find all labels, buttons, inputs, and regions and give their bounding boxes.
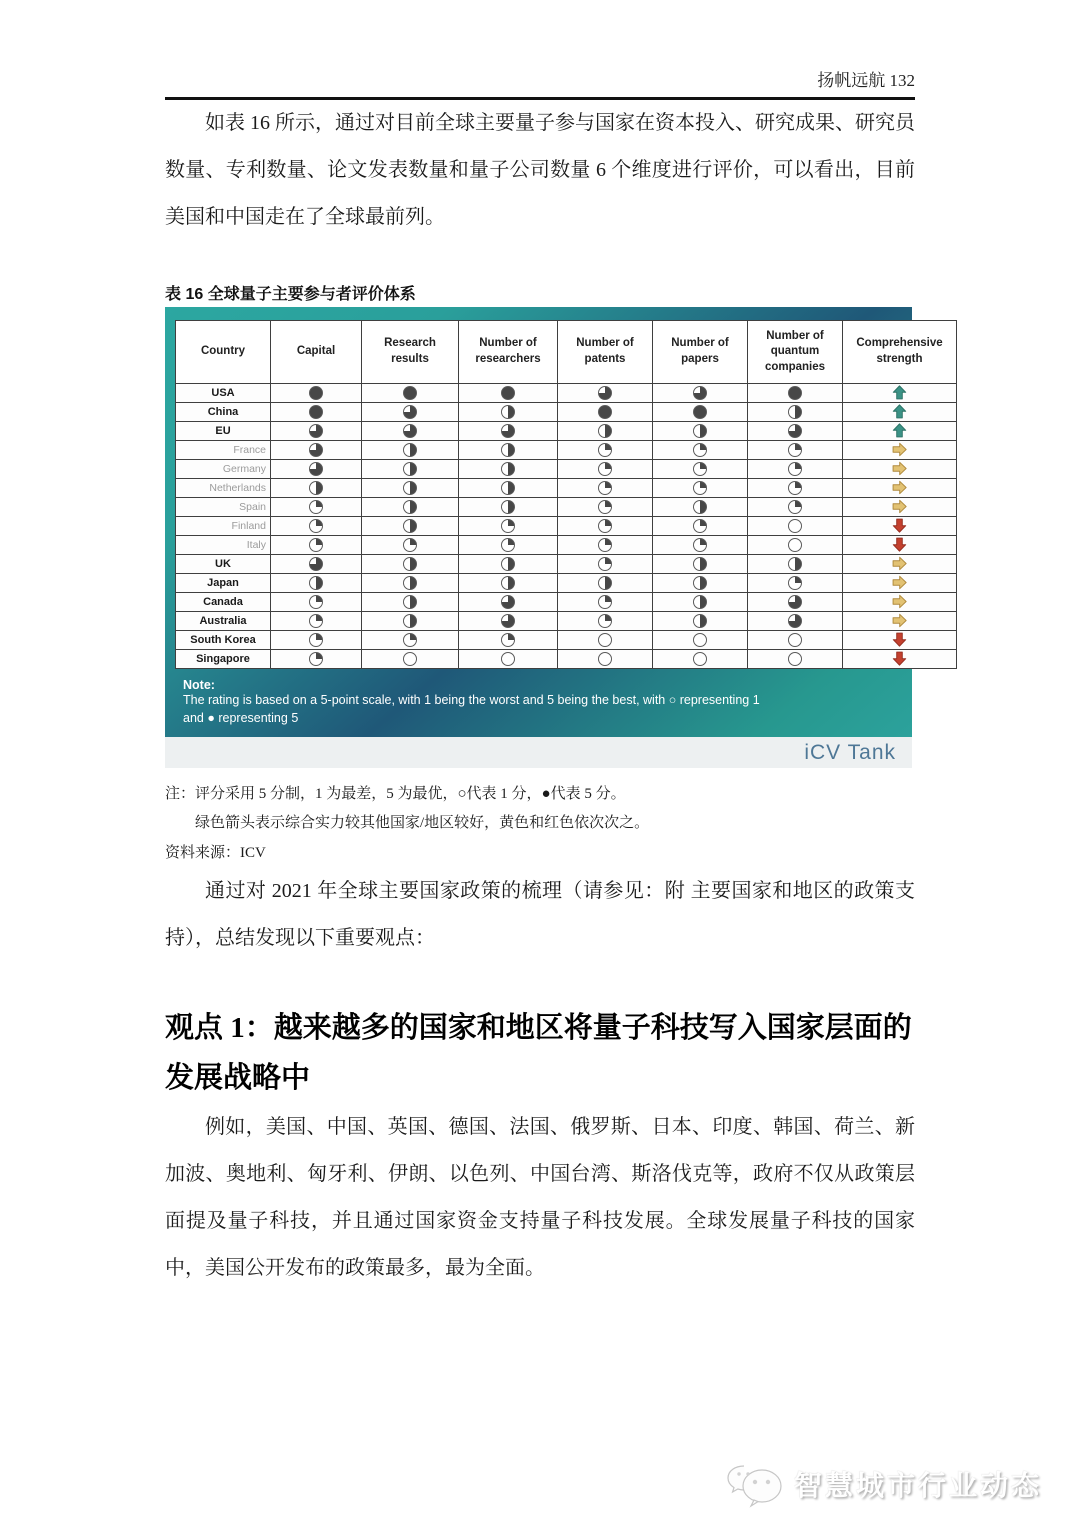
rating-pie-icon [309, 443, 323, 457]
table-row [176, 384, 957, 403]
example-paragraph: 例如，美国、中国、英国、德国、法国、俄罗斯、日本、印度、韩国、荷兰、新加波、奥地利、匈牙利、伊朗、以色列、中国台湾、斯洛伐克等，政府不仅从政策层面提及量子科技，并且通过国家资金支持量子科技发展。全球发展量子科技的国家中，美国公开发布的政策最多，最为全面。 [165, 1115, 915, 1279]
rating-cell [362, 593, 459, 612]
rating-pie-icon [403, 652, 417, 666]
rating-pie-icon [788, 462, 802, 476]
intro-paragraph: 如表 16 所示，通过对目前全球主要量子参与国家在资本投入、研究成果、研究员数量、专利数量、论文发表数量和量子公司数量 6 个维度进行评价，可以看出，目前美国和中国走在了全球最前列。 [165, 112, 915, 228]
country-cell: Canada [176, 593, 271, 612]
rating-cell [653, 517, 748, 536]
table-row [176, 536, 957, 555]
rating-pie-icon [693, 652, 707, 666]
rating-cell [271, 460, 362, 479]
rating-cell [271, 384, 362, 403]
rating-cell [271, 612, 362, 631]
strength-cell [843, 517, 957, 536]
footnotes [165, 780, 915, 868]
page-header [165, 0, 915, 91]
rating-pie-icon [598, 538, 612, 552]
rating-cell [748, 593, 843, 612]
rating-pie-icon [598, 576, 612, 590]
rating-pie-icon [309, 481, 323, 495]
rating-table-graphic [165, 307, 943, 768]
rating-pie-icon [788, 557, 802, 571]
rating-pie-icon [598, 633, 612, 647]
rating-cell [459, 650, 558, 669]
rating-cell [558, 631, 653, 650]
rating-pie-icon [309, 557, 323, 571]
rating-pie-icon [309, 652, 323, 666]
rating-pie-icon [788, 519, 802, 533]
rating-cell [748, 441, 843, 460]
country-cell: Singapore [176, 650, 271, 669]
rating-cell [653, 479, 748, 498]
country-cell: EU [176, 422, 271, 441]
wechat-icon [724, 1460, 786, 1508]
country-cell: Germany [176, 460, 271, 479]
rating-cell [271, 517, 362, 536]
country-cell: USA [176, 384, 271, 403]
rating-pie-icon [693, 443, 707, 457]
rating-cell [271, 536, 362, 555]
column-header: Research results [362, 321, 459, 384]
rating-pie-icon [501, 595, 515, 609]
rating-cell [459, 593, 558, 612]
rating-pie-icon [501, 633, 515, 647]
rating-cell [271, 555, 362, 574]
rating-cell [459, 441, 558, 460]
rating-cell [748, 536, 843, 555]
rating-pie-icon [598, 424, 612, 438]
rating-cell [459, 517, 558, 536]
rating-pie-icon [598, 443, 612, 457]
strength-arrow-up-icon [892, 423, 907, 438]
rating-cell [558, 384, 653, 403]
strength-arrow-right-icon [892, 556, 907, 571]
strength-cell [843, 403, 957, 422]
rating-cell [653, 574, 748, 593]
table-row [176, 441, 957, 460]
rating-cell [653, 612, 748, 631]
rating-cell [558, 593, 653, 612]
rating-pie-icon [309, 538, 323, 552]
rating-cell [362, 517, 459, 536]
column-header: Country [176, 321, 271, 384]
footnote-source: 资料来源：ICV [165, 844, 266, 861]
rating-cell [748, 612, 843, 631]
rating-pie-icon [403, 500, 417, 514]
rating-pie-icon [403, 405, 417, 419]
rating-pie-icon [309, 614, 323, 628]
strength-cell [843, 631, 957, 650]
rating-cell [271, 441, 362, 460]
rating-pie-icon [788, 443, 802, 457]
rating-pie-icon [309, 519, 323, 533]
rating-cell [362, 460, 459, 479]
strength-cell [843, 384, 957, 403]
rating-cell [558, 479, 653, 498]
rating-pie-icon [693, 500, 707, 514]
rating-cell [459, 555, 558, 574]
rating-cell [558, 422, 653, 441]
watermark-text: 智慧城市行业动态 [793, 1470, 1042, 1501]
table-row [176, 555, 957, 574]
rating-cell [748, 555, 843, 574]
rating-pie-icon [403, 424, 417, 438]
rating-cell [558, 517, 653, 536]
rating-cell [748, 498, 843, 517]
rating-pie-icon [693, 462, 707, 476]
table-row [176, 479, 957, 498]
rating-cell [748, 479, 843, 498]
column-header: Number of researchers [459, 321, 558, 384]
rating-pie-icon [403, 519, 417, 533]
footnote-scale: 注：评分采用 5 分制，1 为最差，5 为最优，○代表 1 分，●代表 5 分。 [165, 786, 626, 802]
rating-pie-icon [693, 405, 707, 419]
rating-cell [362, 574, 459, 593]
table-note [165, 669, 912, 737]
rating-cell [459, 422, 558, 441]
rating-pie-icon [309, 386, 323, 400]
table-caption: 表 16 全球量子主要参与者评价体系 [165, 286, 416, 303]
rating-pie-icon [309, 405, 323, 419]
rating-cell [362, 498, 459, 517]
rating-cell [558, 441, 653, 460]
rating-pie-icon [788, 424, 802, 438]
note-body: The rating is based on a 5-point scale, with 1 being the worst and 5 being the best, with ○ representing 1 and ● representing 5 [183, 693, 760, 725]
rating-pie-icon [788, 652, 802, 666]
column-header: Number of quantum companies [748, 321, 843, 384]
country-cell: UK [176, 555, 271, 574]
rating-pie-icon [598, 614, 612, 628]
rating-cell [362, 384, 459, 403]
policy-paragraph: 通过对 2021 年全球主要国家政策的梳理（请参见：附 主要国家和地区的政策支持），总结发现以下重要观点： [165, 879, 915, 949]
rating-cell [558, 574, 653, 593]
rating-cell [558, 498, 653, 517]
footnote-arrows: 绿色箭头表示综合实力较其他国家/地区较好，黄色和红色依次次之。 [195, 815, 650, 832]
rating-cell [748, 403, 843, 422]
rating-pie-icon [501, 405, 515, 419]
strength-arrow-right-icon [892, 499, 907, 514]
country-cell: Australia [176, 612, 271, 631]
strength-arrow-right-icon [892, 575, 907, 590]
rating-pie-icon [501, 614, 515, 628]
rating-pie-icon [403, 614, 417, 628]
column-header: Number of patents [558, 321, 653, 384]
strength-arrow-right-icon [892, 594, 907, 609]
rating-pie-icon [403, 576, 417, 590]
rating-cell [362, 403, 459, 422]
rating-cell [362, 631, 459, 650]
table-row [176, 574, 957, 593]
strength-cell [843, 593, 957, 612]
rating-pie-icon [788, 500, 802, 514]
rating-pie-icon [501, 538, 515, 552]
note-title: Note: [183, 678, 215, 692]
country-cell: China [176, 403, 271, 422]
rating-pie-icon [501, 500, 515, 514]
rating-cell [558, 555, 653, 574]
rating-cell [653, 460, 748, 479]
strength-cell [843, 479, 957, 498]
rating-pie-icon [788, 614, 802, 628]
rating-pie-icon [501, 652, 515, 666]
rating-pie-icon [309, 462, 323, 476]
rating-cell [271, 631, 362, 650]
country-cell: France [176, 441, 271, 460]
rating-pie-icon [598, 652, 612, 666]
rating-cell [653, 441, 748, 460]
rating-pie-icon [693, 614, 707, 628]
rating-pie-icon [693, 424, 707, 438]
strength-cell [843, 536, 957, 555]
country-cell: Finland [176, 517, 271, 536]
rating-cell [271, 574, 362, 593]
rating-pie-icon [309, 500, 323, 514]
rating-cell [271, 498, 362, 517]
table-row [176, 498, 957, 517]
rating-pie-icon [501, 519, 515, 533]
table-row [176, 631, 957, 650]
rating-cell [362, 612, 459, 631]
rating-cell [362, 650, 459, 669]
rating-cell [362, 422, 459, 441]
strength-arrow-down-icon [892, 632, 907, 647]
rating-pie-icon [598, 481, 612, 495]
rating-pie-icon [501, 424, 515, 438]
rating-pie-icon [693, 538, 707, 552]
table-row [176, 517, 957, 536]
rating-pie-icon [309, 595, 323, 609]
watermark [724, 1460, 1042, 1508]
rating-pie-icon [598, 595, 612, 609]
strength-cell [843, 422, 957, 441]
rating-cell [459, 498, 558, 517]
rating-cell [459, 403, 558, 422]
rating-pie-icon [501, 557, 515, 571]
rating-cell [459, 460, 558, 479]
rating-pie-icon [403, 386, 417, 400]
rating-pie-icon [309, 424, 323, 438]
rating-pie-icon [403, 462, 417, 476]
rating-pie-icon [598, 519, 612, 533]
column-header: Comprehensive strength [843, 321, 957, 384]
rating-cell [558, 612, 653, 631]
table-row [176, 650, 957, 669]
table-row [176, 403, 957, 422]
table-row [176, 593, 957, 612]
country-cell: Netherlands [176, 479, 271, 498]
column-header: Capital [271, 321, 362, 384]
rating-cell [362, 536, 459, 555]
rating-cell [748, 631, 843, 650]
rating-pie-icon [598, 386, 612, 400]
strength-arrow-right-icon [892, 613, 907, 628]
strength-cell [843, 650, 957, 669]
rating-pie-icon [788, 405, 802, 419]
rating-cell [271, 403, 362, 422]
rating-pie-icon [788, 481, 802, 495]
rating-cell [459, 384, 558, 403]
rating-pie-icon [788, 386, 802, 400]
rating-pie-icon [693, 386, 707, 400]
rating-pie-icon [788, 633, 802, 647]
rating-cell [362, 441, 459, 460]
strength-cell [843, 574, 957, 593]
rating-pie-icon [403, 538, 417, 552]
rating-pie-icon [693, 595, 707, 609]
rating-pie-icon [788, 538, 802, 552]
rating-cell [558, 403, 653, 422]
rating-pie-icon [501, 462, 515, 476]
rating-cell [459, 631, 558, 650]
strength-cell [843, 612, 957, 631]
rating-cell [748, 384, 843, 403]
strength-arrow-right-icon [892, 461, 907, 476]
rating-pie-icon [501, 481, 515, 495]
strength-arrow-right-icon [892, 442, 907, 457]
strength-arrow-down-icon [892, 537, 907, 552]
rating-cell [362, 555, 459, 574]
icv-tank-logo: iCV Tank [804, 740, 896, 764]
strength-cell [843, 460, 957, 479]
rating-cell [653, 403, 748, 422]
rating-cell [653, 555, 748, 574]
rating-table [175, 320, 957, 669]
rating-pie-icon [309, 633, 323, 647]
country-cell: South Korea [176, 631, 271, 650]
strength-arrow-right-icon [892, 480, 907, 495]
country-cell: Spain [176, 498, 271, 517]
rating-pie-icon [403, 443, 417, 457]
rating-pie-icon [693, 519, 707, 533]
rating-pie-icon [403, 481, 417, 495]
rating-cell [653, 593, 748, 612]
column-header: Number of papers [653, 321, 748, 384]
rating-pie-icon [598, 557, 612, 571]
rating-pie-icon [693, 633, 707, 647]
rating-cell [459, 612, 558, 631]
rating-pie-icon [693, 557, 707, 571]
rating-cell [271, 422, 362, 441]
rating-cell [748, 460, 843, 479]
table-row [176, 422, 957, 441]
rating-pie-icon [403, 633, 417, 647]
strength-arrow-down-icon [892, 518, 907, 533]
rating-cell [653, 536, 748, 555]
rating-pie-icon [693, 576, 707, 590]
strength-cell [843, 498, 957, 517]
rating-cell [653, 384, 748, 403]
rating-cell [653, 631, 748, 650]
rating-pie-icon [309, 576, 323, 590]
rating-pie-icon [598, 405, 612, 419]
strength-arrow-down-icon [892, 651, 907, 666]
table-row [176, 460, 957, 479]
rating-pie-icon [788, 576, 802, 590]
rating-cell [271, 593, 362, 612]
rating-pie-icon [501, 443, 515, 457]
rating-cell [748, 574, 843, 593]
rating-cell [459, 574, 558, 593]
rating-pie-icon [693, 481, 707, 495]
strength-arrow-up-icon [892, 385, 907, 400]
rating-cell [271, 479, 362, 498]
country-cell: Italy [176, 536, 271, 555]
rating-cell [459, 536, 558, 555]
rating-pie-icon [598, 462, 612, 476]
rating-cell [653, 650, 748, 669]
rating-pie-icon [501, 386, 515, 400]
rating-pie-icon [788, 595, 802, 609]
rating-cell [748, 517, 843, 536]
rating-cell [459, 479, 558, 498]
strength-cell [843, 555, 957, 574]
country-cell: Japan [176, 574, 271, 593]
rating-cell [558, 536, 653, 555]
rating-cell [748, 422, 843, 441]
rating-cell [362, 479, 459, 498]
rating-cell [653, 498, 748, 517]
strength-arrow-up-icon [892, 404, 907, 419]
rating-pie-icon [501, 576, 515, 590]
rating-pie-icon [403, 557, 417, 571]
table-header-row [176, 321, 957, 384]
rating-cell [653, 422, 748, 441]
running-head: 扬帆远航 132 [817, 71, 915, 90]
table-row [176, 612, 957, 631]
rating-pie-icon [403, 595, 417, 609]
rating-pie-icon [598, 500, 612, 514]
brand-strip [165, 737, 912, 768]
strength-cell [843, 441, 957, 460]
rating-cell [558, 460, 653, 479]
viewpoint-heading: 观点 1：越来越多的国家和地区将量子科技写入国家层面的发展战略中 [165, 1011, 912, 1094]
rating-cell [558, 650, 653, 669]
rating-cell [271, 650, 362, 669]
rating-cell [748, 650, 843, 669]
